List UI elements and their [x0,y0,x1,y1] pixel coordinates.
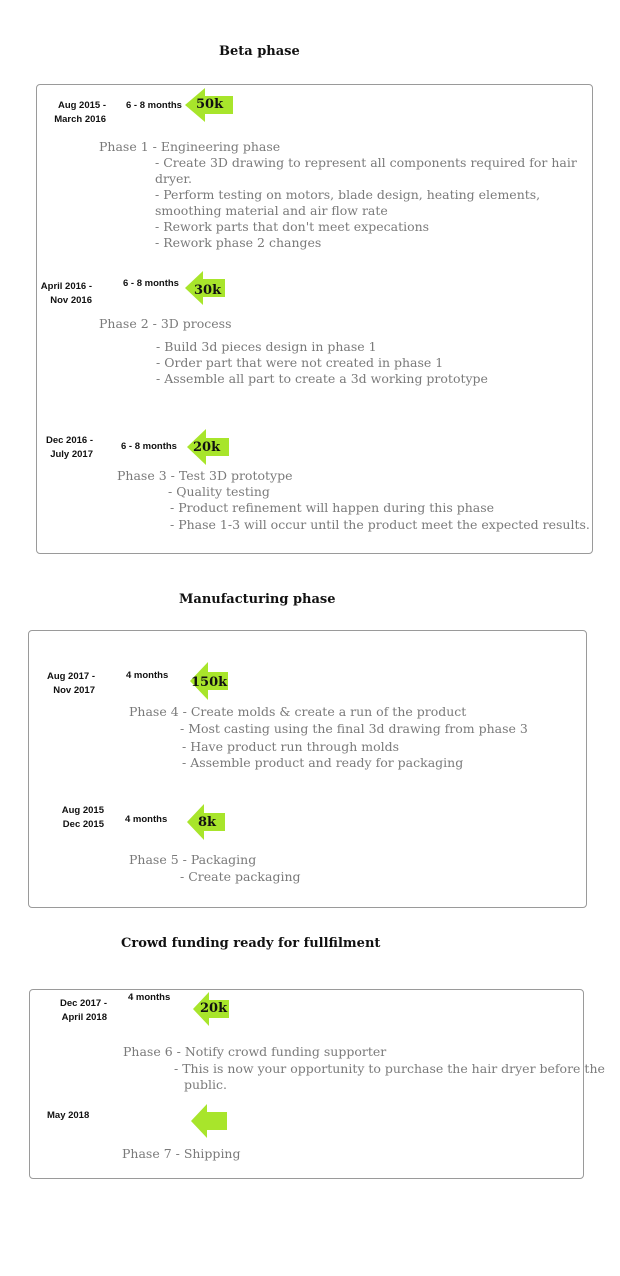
phase-heading: Phase 3 - Test 3D prototype [117,468,293,483]
phase-detail: - Quality testing [168,484,270,499]
date-end: Nov 2017 [53,685,95,696]
phase-detail: smoothing material and air flow rate [155,203,388,218]
duration-label: 6 - 8 months [126,100,182,111]
date-range [30,997,107,1025]
phase-detail: - Most casting using the final 3d drawing from phase 3 [180,721,528,736]
phase-heading: Phase 1 - Engineering phase [99,139,281,154]
phase-detail: public. [184,1077,228,1092]
phase-detail: - Phase 1-3 will occur until the product meet the expected results. [170,517,590,532]
duration-label: 6 - 8 months [121,441,177,452]
date-end: Dec 2015 [62,819,104,830]
phase-detail: dryer. [155,171,193,186]
date-start: May 2018 [47,1110,90,1121]
date-range [36,99,106,127]
crowd-funding-box [29,989,584,1179]
phase-detail: - Assemble product and ready for packaging [182,755,464,770]
date-range [30,804,104,832]
budget-amount: 50k [196,97,224,112]
manufacturing-phase-title: Manufacturing phase [179,592,336,607]
date-end: Nov 2016 [50,295,92,306]
phase-heading: Phase 2 - 3D process [99,316,232,331]
duration-label: 6 - 8 months [123,278,179,289]
date-start: Aug 2015 [61,805,104,816]
budget-amount: 30k [194,283,222,298]
phase-detail: - Create packaging [180,869,301,884]
date-range [30,280,92,308]
phase-detail: - This is now your opportunity to purchase the hair dryer before the [174,1061,605,1076]
date-end: April 2018 [61,1012,107,1023]
phase-detail: - Order part that were not created in phase 1 [156,355,444,370]
duration-label: 4 months [126,670,169,681]
date-range [30,434,93,462]
phase-detail: - Build 3d pieces design in phase 1 [156,339,377,354]
crowd-funding-title: Crowd funding ready for fullfilment [121,936,381,951]
duration-label: 4 months [128,992,171,1003]
date-start: Dec 2017 - [59,998,107,1009]
date-start: Aug 2017 - [46,671,95,682]
budget-amount: 150k [191,675,228,690]
date-start: Aug 2015 - [57,100,106,111]
date-end: July 2017 [50,449,93,460]
phase-heading: Phase 6 - Notify crowd funding supporter [123,1044,387,1059]
phase-heading: Phase 4 - Create molds & create a run of the product [129,704,467,719]
budget-amount: 20k [193,440,221,455]
phase-detail: - Create 3D drawing to represent all components required for hair [155,155,577,170]
phase-heading: Phase 7 - Shipping [122,1146,241,1161]
phase-heading: Phase 5 - Packaging [129,852,257,867]
date-range [47,1109,89,1123]
arrow-left-icon [191,1104,227,1138]
budget-amount: 8k [198,815,217,830]
date-range [30,670,95,698]
phase-detail: - Rework parts that don't meet expecations [155,219,430,234]
date-end: March 2016 [54,114,106,125]
phase-detail: - Product refinement will happen during this phase [170,500,495,515]
phase-detail: - Have product run through molds [182,739,400,754]
phase-detail: - Perform testing on motors, blade design, heating elements, [155,187,541,202]
budget-amount: 20k [200,1001,228,1016]
beta-phase-title: Beta phase [219,44,300,59]
duration-label: 4 months [125,814,168,825]
phase-detail: - Assemble all part to create a 3d working prototype [156,371,488,386]
phase-detail: - Rework phase 2 changes [155,235,322,250]
date-start: April 2016 - [40,281,92,292]
date-start: Dec 2016 - [45,435,93,446]
